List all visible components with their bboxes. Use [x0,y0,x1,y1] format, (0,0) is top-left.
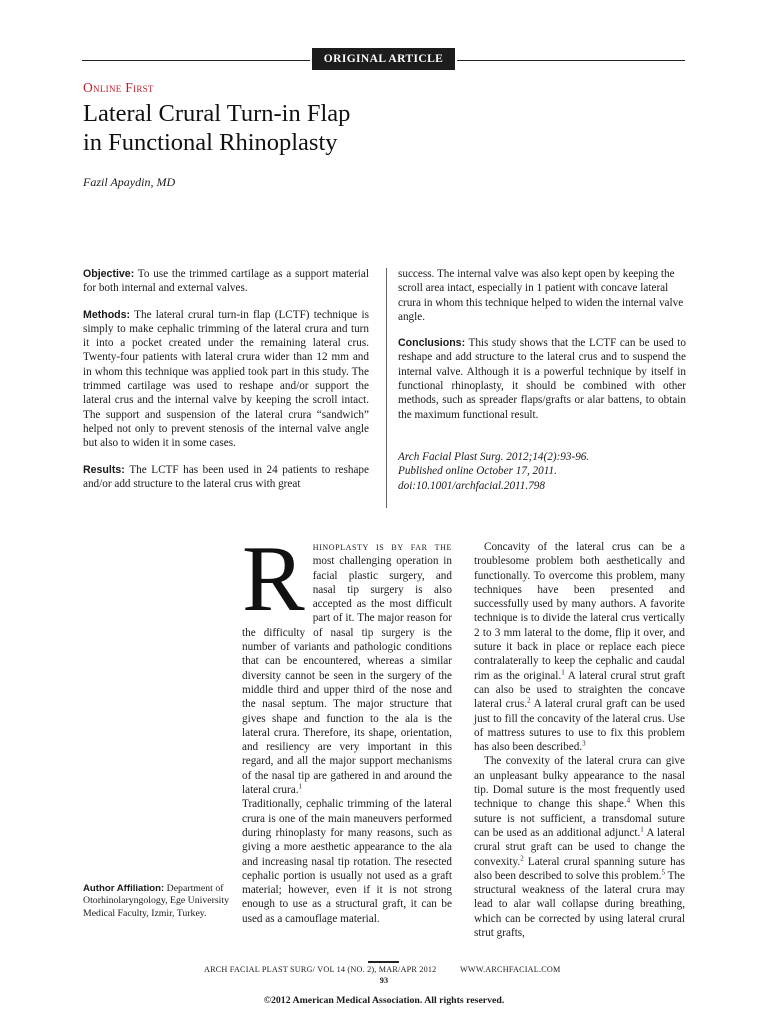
ref-1: 1 [561,667,565,676]
abstract-divider [386,268,387,508]
page-number: 93 [379,976,389,985]
results-label: Results: [83,463,125,476]
methods-text: The lateral crural turn-in flap (LCTF) technique is simply to make cephalic trimming of the lateral crura and turn it into a pocket created under the remaining lateral crus. Twenty-four patients with lateral crura wider than 12 mm and in whom this technique was applied took part in this study. The trimmed cartilage was used to reshape and/or support the lateral crus and the internal valve by keeping the scroll intact. The support and suspension of the lateral crura “sandwich” helped not only to prevent stenosis of the internal valve angle but also to widen it in some cases. [83,308,369,450]
section-badge: ORIGINAL ARTICLE [312,48,455,70]
col1-p1-text: most challenging operation in facial plastic surgery, and nasal tip surgery is also accepted as the most difficult part of it. The major reason for the difficulty of nasal tip surgery is the number of variants and pathologic conditions that can be encountered, whereas a similar diversity cannot be seen in the surgery of the middle third and upper third of the nose and the nasal septum. The major structure that gives shape and function to the ala is the lateral crura. Therefore, its shape, orientation, and resiliency are very important in this regard, and all the major support mechanisms of the nasal tip are gathered in and around the lateral crura. [242,555,452,797]
title-line-2: in Functional Rhinoplasty [83,128,338,156]
abstract-conclusions [398,336,686,422]
header-rule-left [82,60,310,61]
online-first-label: Online First [83,80,154,95]
col2-p1-a: Concavity of the lateral crus can be a troublesome problem both aesthetically and functionally. To overcome this problem, many techniques have been presented and successfully used by many authors. A favorite technique is to divide the lateral crus vertically 2 to 3 mm lateral to the dome, flip it over, and suture it back in place or replace each piece contralaterally to keep the cephalic and caudal rim as the original. [474,541,685,682]
ref-5: 5 [661,868,665,877]
results-text-part1: The LCTF has been used in 24 patients to reshape and/or add structure to the lateral crus with great [83,463,369,490]
affiliation-label: Author Affiliation: [83,883,165,894]
ref-1: 1 [640,825,644,834]
body-col2-paragraph-1 [474,540,685,754]
footer-website: WWW.ARCHFACIAL.COM [460,965,561,974]
abstract-results [83,463,369,492]
objective-text: To use the trimmed cartilage as a support material for both internal and external valves. [83,268,369,295]
header-rule-right [457,60,685,61]
col2-p2-c: A lateral crural strut graft can be used to change the convexity. [474,826,685,868]
ref-2: 2 [527,696,531,705]
ref-3: 3 [582,739,586,748]
ref-1: 1 [298,782,303,791]
affiliation-text: Department of Otorhinolaryngology, Ege University Medical Faculty, Izmir, Turkey. [83,883,230,919]
methods-label: Methods: [83,308,131,321]
conclusions-label: Conclusions: [398,337,466,350]
citation-published: Published online October 17, 2011. [398,465,557,478]
col2-p1-b: A lateral crural strut graft can also be used to straighten the concave lateral crus. [474,669,685,711]
footer-marker [368,961,399,963]
col2-p2-d: Lateral crural spanning suture has also been described to solve this problem. [474,855,685,882]
lead-smallcaps: hinoplasty is by far the [312,541,452,553]
copyright-notice: ©2012 American Medical Association. All rights reserved. [263,995,505,1006]
col2-p2-b: When this suture is not sufficient, a transdomal suture can be used as an additional adjunct. [474,798,685,839]
col2-p2-a: The convexity of the lateral crura can give an unpleasant bulky appearance to the nasal tip. Domal suture is the most frequently used technique to change this shape. [474,755,685,811]
citation-doi: doi:10.1001/archfacial.2011.798 [398,479,545,492]
ref-2: 2 [520,853,524,862]
citation-journal: Arch Facial Plast Surg. 2012;14(2):93-96. [398,450,590,463]
author-affiliation [83,883,233,920]
article-title [83,100,643,157]
title-line-1: Lateral Crural Turn-in Flap [83,100,351,127]
body-column-2 [474,540,685,940]
abstract-methods [83,308,369,451]
body-col2-paragraph-2 [474,754,685,940]
footer-journal: ARCH FACIAL PLAST SURG/ VOL 14 (NO. 2), MAR/APR 2012 [204,965,437,974]
abstract-results-cont: success. The internal valve was also kept open by keeping the scroll area intact, especially in 1 patient with concave lateral crura in whom this technique helped to widen the internal valve angle. [398,268,684,323]
abstract-objective [83,267,369,296]
ref-4: 4 [626,796,631,805]
body-col1-paragraph-2: Traditionally, cephalic trimming of the lateral crura is one of the main maneuvers performed during rhinoplasty for many reasons, such as giving a more aesthetic appearance to the ala and increasing nasal tip rotation. The resected cephalic portion is usually not used as a graft material; however, even if it is not strong enough to use as a structural graft, it can be used as a camouflage material. [242,798,452,925]
col2-p2-e: The structural weakness of the lateral crura may lead to alar wall collapse during breathing, which can be corrected by using lateral crural strut grafts, [474,869,685,940]
conclusions-text: This study shows that the LCTF can be used to reshape and add structure to the lateral crus and to suspend the internal valve. Although it is a powerful technique by itself in functional rhinoplasty, it should be combined with other methods, such as spreader flaps/grafts or alar battens, to obtain the maximum functional result. [398,337,686,421]
objective-label: Objective: [83,268,135,280]
dropcap-letter: R [242,527,305,631]
author-name: Fazil Apaydin, MD [83,175,176,189]
body-col1-paragraph-1 [242,527,452,797]
abstract-col-right [398,267,686,493]
citation [398,450,686,493]
abstract-col-left [83,267,369,507]
col2-p1-c: A lateral crural graft can be used just to fill the concavity of the lateral crus. Use of mattress sutures to use to fix this problem has also been described. [474,698,685,754]
body-column-1 [242,527,452,926]
